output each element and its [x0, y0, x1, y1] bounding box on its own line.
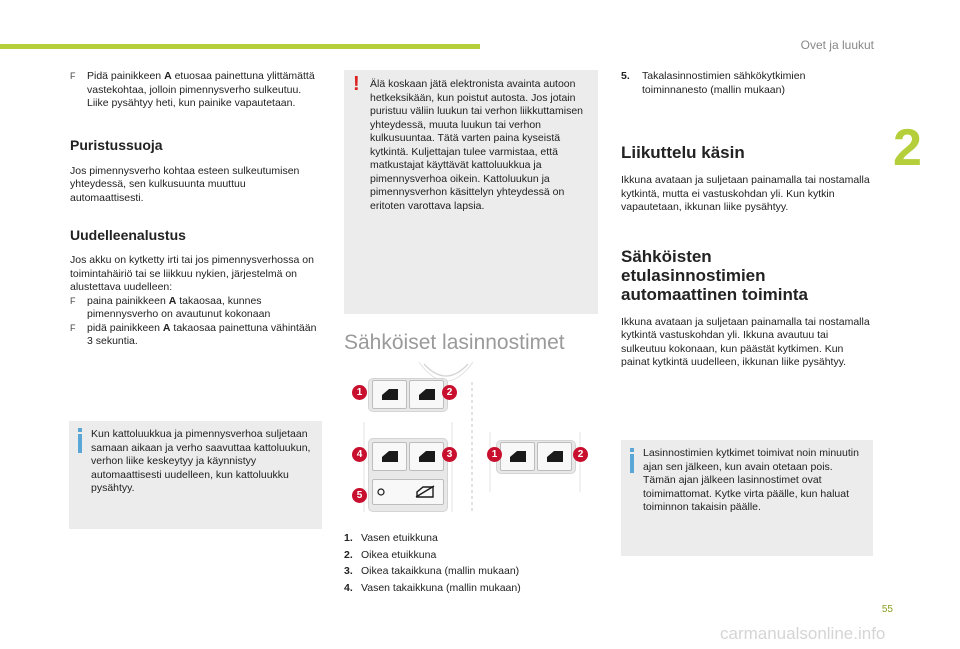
callout-badge: 3 [442, 447, 457, 462]
warning-icon: ! [353, 73, 360, 95]
callout-badge: 4 [352, 447, 367, 462]
bullet-marker: F [70, 322, 76, 333]
heading-uudelleenalustus: Uudelleenalustus [70, 227, 186, 243]
front-switch-panel-variant [496, 440, 576, 474]
callout-badge: 1 [487, 447, 502, 462]
paragraph: Jos pimennysverho kohtaa esteen sulkeutumisen yhteydessä, sen kulkusuunta muuttuu automaattisesti. [70, 164, 300, 204]
info-text: Kun kattoluukkua ja pimennysverhoa suljetaan samaan aikaan ja verho saavuttaa kattoluukun, verhon liike keskeytyy ja käynnistyy automaattisesti uudelleen, kun kattoluukku pysähtyy. [91, 428, 311, 494]
bullet-item [70, 295, 320, 322]
bullet-text: paina painikkeen [87, 294, 169, 307]
bullet-text: takaosaa painettuna vähintään 3 sekuntia. [87, 321, 317, 347]
window-switch-icon [545, 449, 565, 464]
rear-lock-switch[interactable] [372, 479, 444, 505]
info-text: Lasinnostimien kytkimet toimivat noin minuutin ajan sen jälkeen, kun avain otetaan pois. Tämän ajan jälkeen lasinnostimet ovat toimimattomat. Kytke virta päälle, kun haluat toiminnon takaisin päälle. [643, 447, 859, 513]
window-lock-icon [377, 484, 437, 499]
column-right [621, 70, 873, 370]
callout-badge: 2 [573, 447, 588, 462]
key-label: A [168, 294, 177, 307]
heading-sahkoiset-lasinnostimet: Sähköiset lasinnostimet [344, 331, 565, 354]
bullet-marker: F [70, 71, 76, 81]
front-switch-panel [368, 378, 448, 412]
switch-right-front-variant[interactable] [537, 442, 572, 471]
info-icon-bar [630, 454, 634, 473]
switch-right-front[interactable] [409, 380, 444, 409]
window-switch-icon [417, 449, 437, 464]
bullet-text: Pidä painikkeen [87, 70, 165, 82]
switch-left-front[interactable] [372, 380, 407, 409]
heading-liikuttelu-kasin: Liikuttelu käsin [621, 143, 745, 162]
info-icon [78, 428, 82, 432]
callout-badge: 1 [352, 385, 367, 400]
accent-bar [0, 44, 480, 49]
column-left [70, 70, 320, 349]
key-label: A [162, 321, 171, 334]
bullet-item [70, 322, 320, 349]
callout-badge: 5 [352, 488, 367, 503]
chapter-number: 2 [893, 119, 922, 177]
info-icon [630, 448, 634, 452]
heading-puristussuoja: Puristussuoja [70, 136, 163, 153]
callout-badge: 2 [442, 385, 457, 400]
list-item: 5. Takalasinnostimien sähkökytkimien toiminnanesto (mallin mukaan) [621, 70, 806, 96]
window-switch-icon [380, 449, 400, 464]
list-item: 3. Oikea takaikkuna (mallin mukaan) [344, 565, 520, 577]
paragraph: Jos akku on kytketty irti tai jos pimennysverhossa on toimintahäiriö tai se liikkuu nykien, järjestelmä on alustettava uudelleen: [70, 254, 314, 293]
window-switch-icon [380, 387, 400, 402]
bullet-text: takaosaa, kunnes pimennysverho on avautunut kokonaan [87, 294, 271, 320]
bullet-text: etuosaa painettuna ylittämättä vastekohtaa, jolloin pimennysverho sulkeutuu. Liike pysähtyy heti, kun painike vapautetaan. [87, 70, 315, 109]
page-number: 55 [881, 604, 893, 615]
window-switch-icon [508, 449, 528, 464]
warning-box [344, 70, 598, 314]
paragraph: Ikkuna avataan ja suljetaan painamalla tai nostamalla kytkintä, mutta ei vastuskohdan yli. Kun kytkin vapautetaan, ikkunan liike pysähtyy. [621, 174, 870, 213]
info-box [69, 421, 322, 529]
switch-right-rear[interactable] [409, 442, 444, 471]
bullet-text: pidä painikkeen [87, 321, 163, 334]
switch-left-front-variant[interactable] [500, 442, 535, 471]
switch-left-rear[interactable] [372, 442, 407, 471]
heading-automaattinen-toiminta: Sähköisten etulasinnostimien automaattinen toiminta [621, 246, 809, 304]
section-title: Ovet ja luukut [800, 38, 874, 52]
bullet-marker: F [70, 295, 76, 306]
window-switch-illustration [344, 362, 598, 520]
list-item: 4. Vasen takaikkuna (mallin mukaan) [344, 581, 521, 594]
window-switch-icon [417, 387, 437, 402]
list-item: 1. Vasen etuikkuna [344, 532, 438, 544]
info-icon-bar [78, 434, 82, 453]
info-box [621, 440, 873, 556]
bullet-item [70, 70, 320, 111]
switch-list [344, 530, 598, 596]
driver-switch-panel [368, 438, 448, 512]
list-item: 2. Oikea etuikkuna [344, 548, 437, 561]
warning-text: Älä koskaan jätä elektronista avainta autoon hetkeksikään, kun poistut autosta. Jos jotain puristuu väliin luukun tai verhon liikkuttamisen yhteydessä, muuta luukun tai verhon kulkusuuntaa. Tätä varten paina kyseistä kytkintä. Kuljettajan tulee varmistaa, että matkustajat käyttävät kattoluukkua ja pimennysverhoa oikein. Kattoluukun ja pimennysverhon käsittelyn yhteydessä on eritoten varottava lapsia. [370, 78, 584, 212]
key-label: A [164, 70, 172, 82]
paragraph: Ikkuna avataan ja suljetaan painamalla tai nostamalla kytkintä vastuskohdan yli. Ikkuna avautuu tai sulkeutuu kokonaan, kun päästät kytkimen. Kun painat kytkintä uudelleen, ikkunan liike pysähtyy. [621, 315, 870, 368]
watermark: carmanualsonline.info [720, 624, 886, 643]
